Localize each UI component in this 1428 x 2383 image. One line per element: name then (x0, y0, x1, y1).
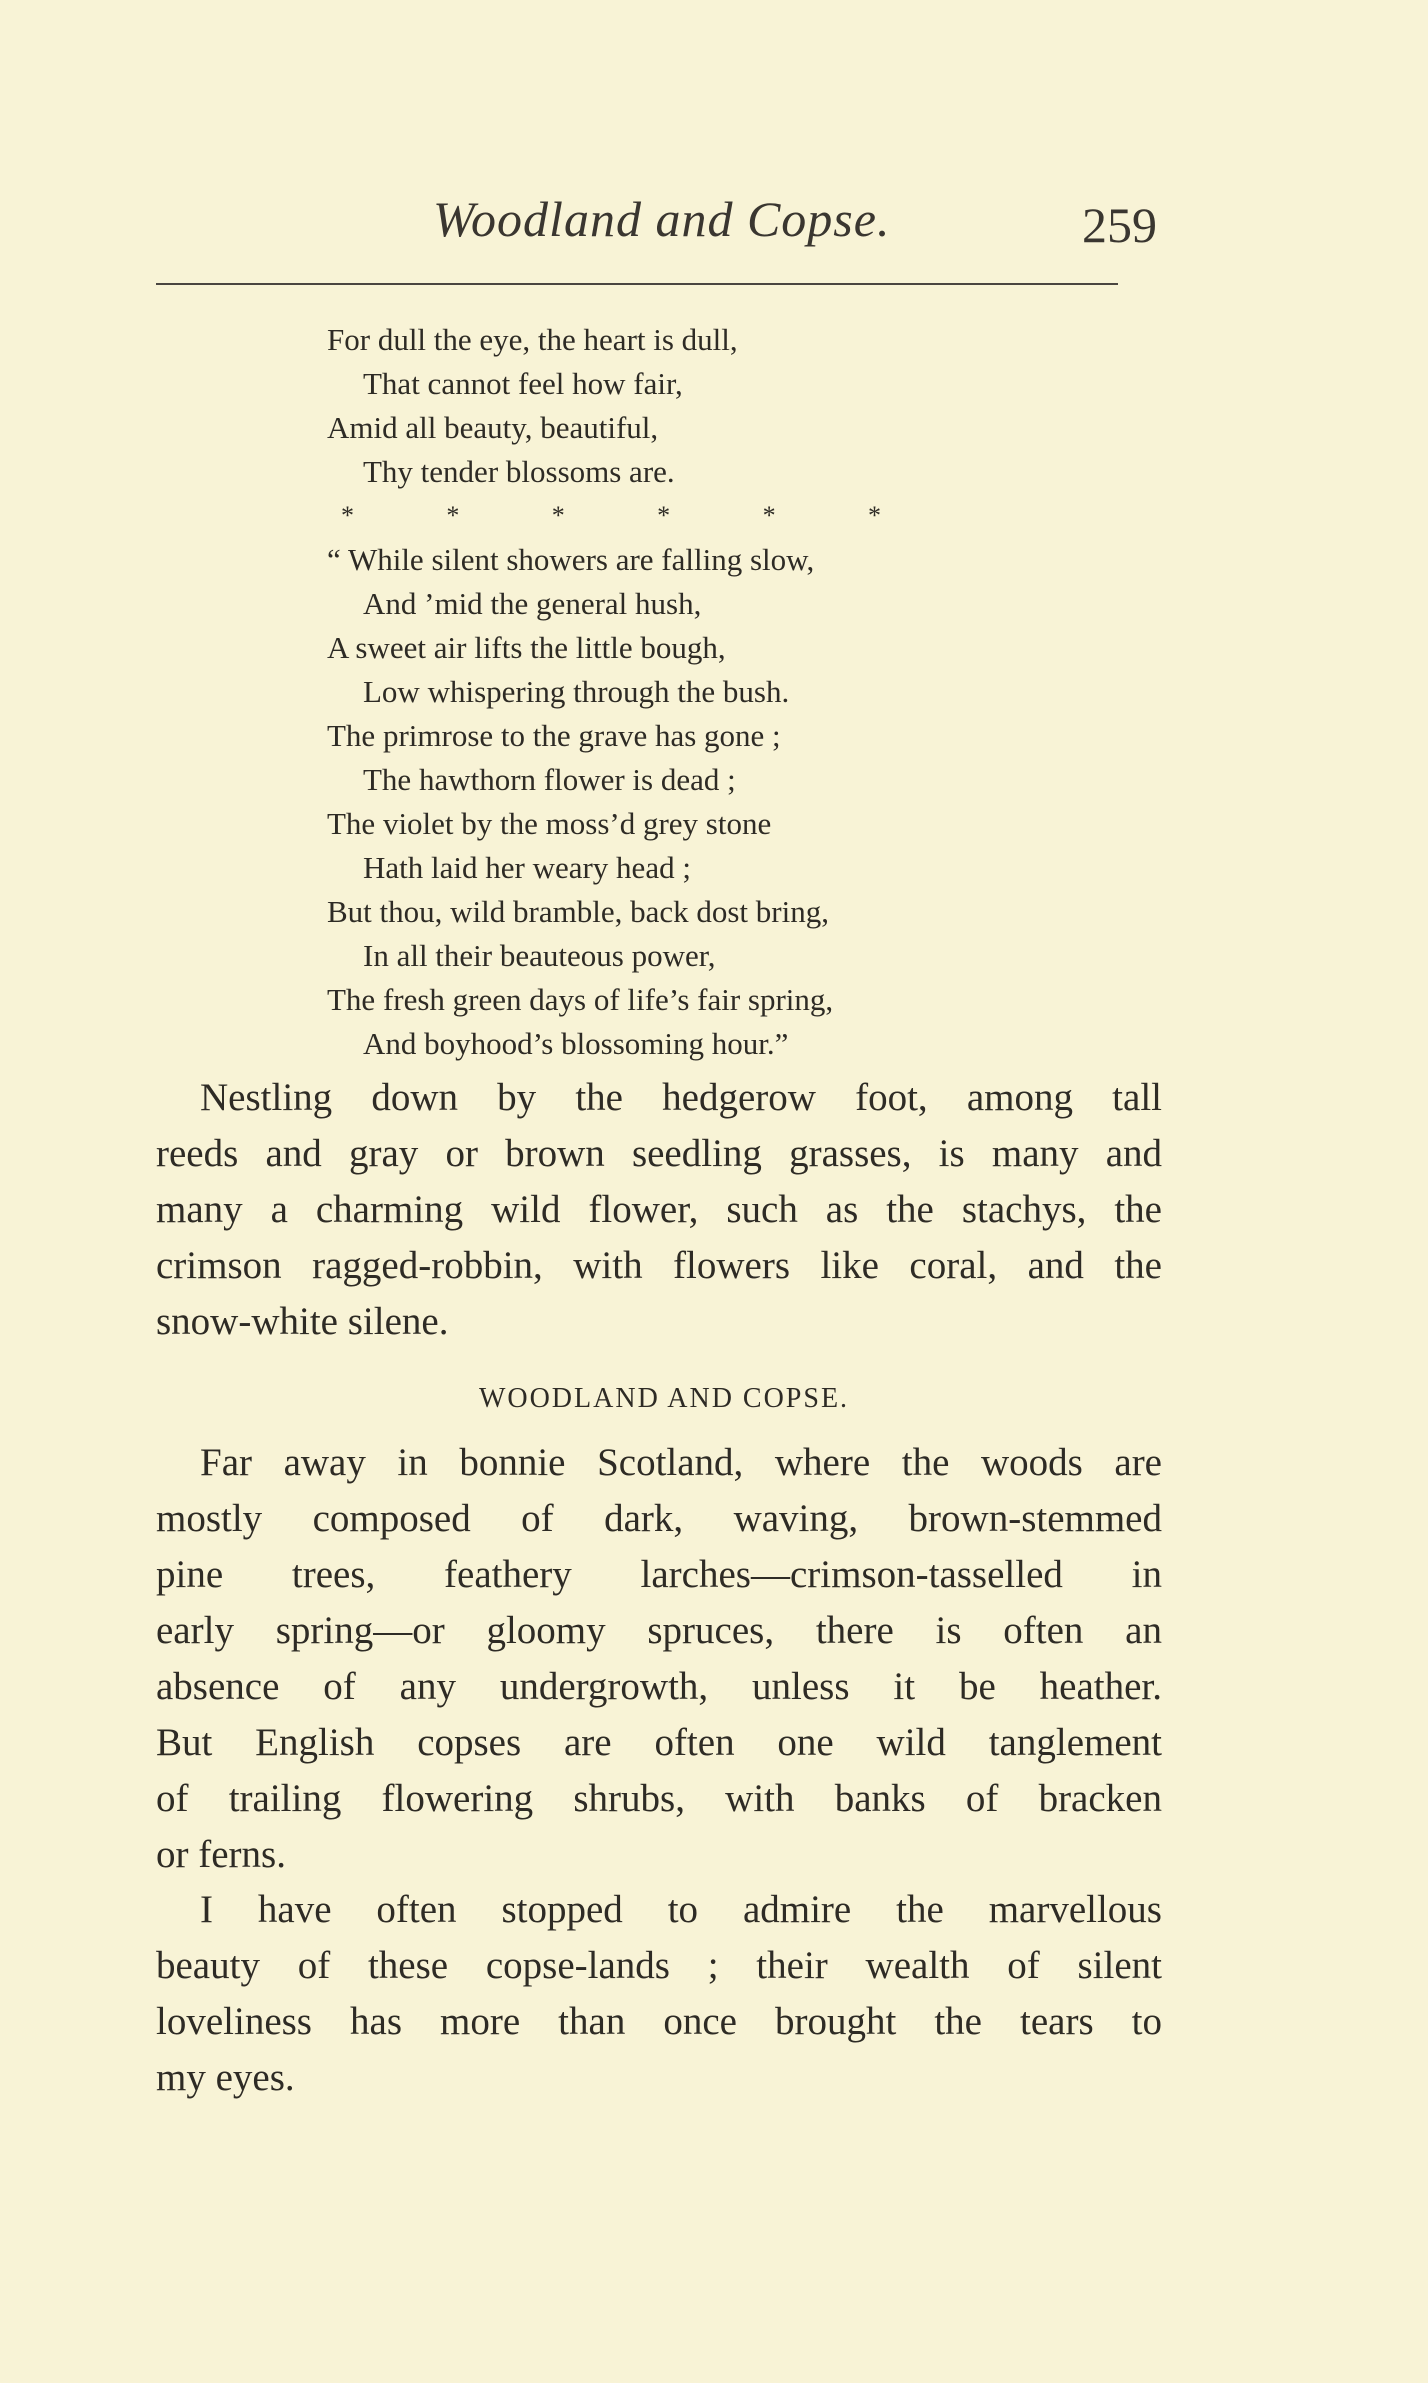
paragraph-1 (156, 1070, 1162, 1350)
poem-line: Thy tender blossoms are. (363, 454, 675, 489)
poem (327, 318, 881, 1066)
poem-line: For dull the eye, the heart is dull, (327, 322, 738, 357)
text-line: loveliness has more than once brought the tears to (156, 2000, 1162, 2043)
poem-line: Low whispering through the bush. (363, 674, 790, 709)
star-glyph: * (657, 501, 671, 530)
text-line: crimson ragged-robbin, with flowers like coral, and the (156, 1244, 1162, 1287)
text-line: Nestling down by the hedgerow foot, among tall (200, 1076, 1162, 1119)
text-line: my eyes. (156, 2056, 295, 2099)
star-glyph: * (446, 501, 460, 530)
poem-line: The primrose to the grave has gone ; (327, 718, 781, 753)
text-line: many a charming wild flower, such as the stachys, the (156, 1188, 1162, 1231)
paragraph-2 (156, 1435, 1162, 1883)
paragraph-3 (156, 1882, 1162, 2106)
text-line: of trailing flowering shrubs, with banks of bracken (156, 1777, 1162, 1820)
poem-line: A sweet air lifts the little bough, (327, 630, 726, 665)
star-glyph: * (341, 501, 354, 530)
page-number: 259 (1082, 197, 1157, 253)
text-line: or ferns. (156, 1833, 286, 1876)
section-heading: WOODLAND AND COPSE. (478, 1383, 850, 1414)
star-glyph: * (867, 501, 881, 530)
poem-line: The violet by the moss’d grey stone (327, 806, 772, 841)
text-line: beauty of these copse-lands ; their wealth of silent (156, 1944, 1162, 1987)
header-rule (156, 283, 1118, 285)
poem-line: Amid all beauty, beautiful, (327, 410, 659, 445)
poem-line: That cannot feel how fair, (363, 366, 683, 401)
text-line: reeds and gray or brown seedling grasses, is many and (156, 1132, 1162, 1175)
text-line: absence of any undergrowth, unless it be heather. (156, 1665, 1162, 1708)
text-line: Far away in bonnie Scotland, where the woods are (200, 1441, 1162, 1484)
text-line: I have often stopped to admire the marvellous (200, 1888, 1162, 1931)
star-glyph: * (551, 501, 565, 530)
text-line: mostly composed of dark, waving, brown-stemmed (156, 1497, 1162, 1540)
poem-line: In all their beauteous power, (363, 938, 716, 973)
poem-stanza-1 (327, 318, 881, 494)
text-line: early spring—or gloomy spruces, there is often an (156, 1609, 1162, 1652)
poem-line: And boyhood’s blossoming hour.” (363, 1026, 789, 1061)
poem-line: The hawthorn flower is dead ; (363, 762, 736, 797)
poem-line: And ’mid the general hush, (363, 586, 702, 621)
text-line: pine trees, feathery larches—crimson-tasselled in (156, 1553, 1162, 1596)
section-break-stars (327, 494, 881, 538)
poem-line: Hath laid her weary head ; (363, 850, 691, 885)
text-line: snow-white silene. (156, 1300, 449, 1343)
text-line: But English copses are often one wild tanglement (156, 1721, 1162, 1764)
poem-line: “ While silent showers are falling slow, (327, 542, 815, 577)
poem-line: The fresh green days of life’s fair spring, (327, 982, 834, 1017)
poem-line: But thou, wild bramble, back dost bring, (327, 894, 829, 929)
running-title: Woodland and Copse. (433, 191, 891, 247)
poem-stanza-2 (327, 538, 881, 1066)
star-glyph: * (762, 501, 776, 530)
